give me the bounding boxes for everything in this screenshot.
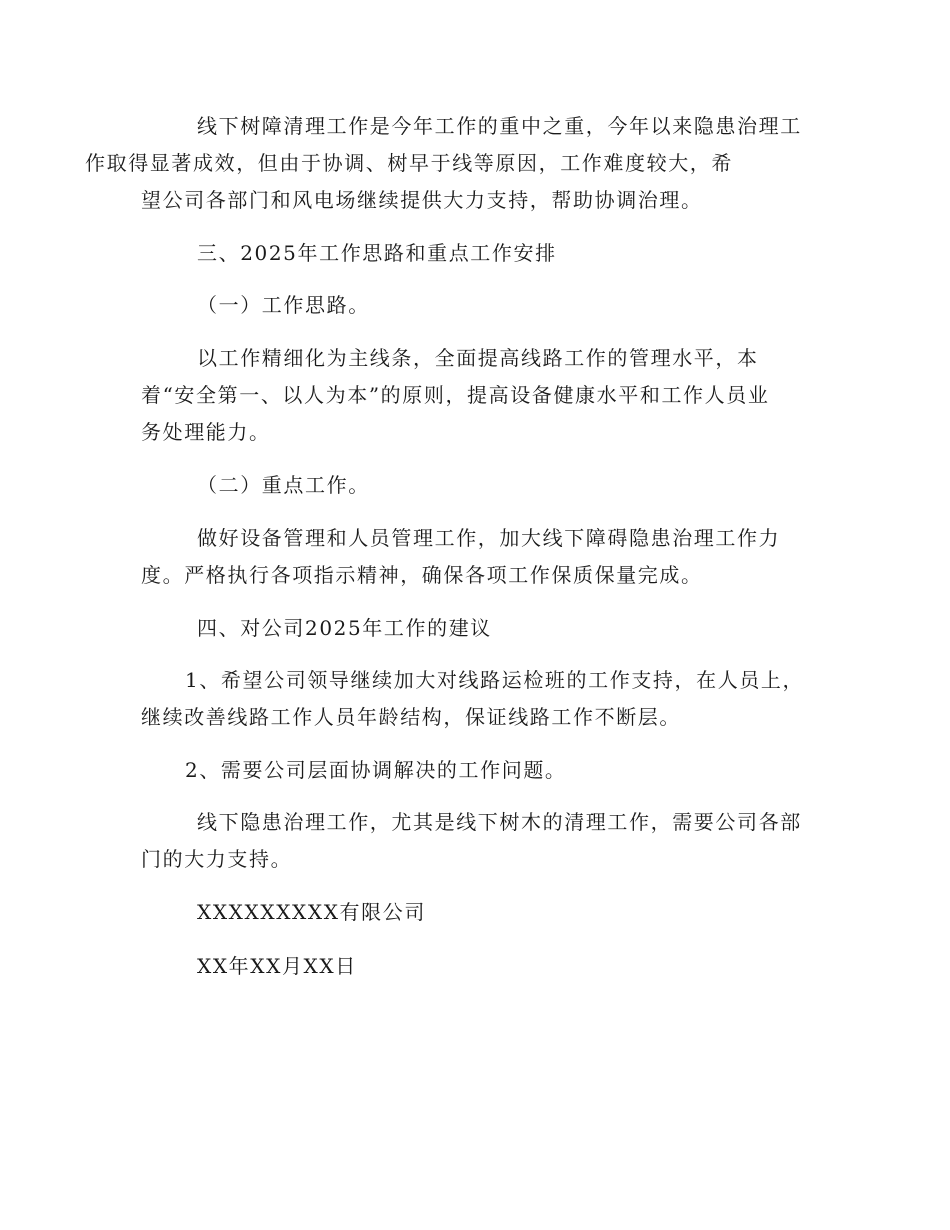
paragraph-line: 望公司各部门和风电场继续提供大力支持，帮助协调治理。 (141, 188, 703, 212)
document-date (141, 948, 809, 985)
paragraph-tree-clearing (85, 108, 809, 219)
paragraph-key-work (141, 520, 809, 594)
heading-text: 四、对公司2025年工作的建议 (197, 616, 492, 640)
paragraph-line: 着“安全第一、以人为本”的原则，提高设备健康水平和工作人员业 (141, 383, 770, 407)
paragraph-line: 线下隐患治理工作，尤其是线下树木的清理工作，需要公司各部 (197, 810, 802, 834)
paragraph-line: 作取得显著成效，但由于协调、树早于线等原因，工作难度较大，希 (85, 151, 733, 175)
subheading-key-work (141, 467, 809, 504)
paragraph-hazard-treatment (141, 804, 809, 878)
company-name: XXXXXXXXX有限公司 (197, 900, 426, 924)
paragraph-line: 2、需要公司层面协调解决的工作问题。 (185, 758, 567, 782)
paragraph-line: 继续改善线路工作人员年龄结构，保证线路工作不断层。 (141, 705, 681, 729)
paragraph-line: 1、希望公司领导继续加大对线路运检班的工作支持，在人员上， (185, 668, 805, 692)
paragraph-line: 线下树障清理工作是今年工作的重中之重，今年以来隐患治理工 (197, 114, 802, 138)
section-heading-3 (141, 235, 809, 272)
suggestion-item-1 (141, 662, 809, 736)
paragraph-work-approach (141, 340, 809, 451)
company-signature (141, 894, 809, 931)
date-text: XX年XX月XX日 (197, 954, 357, 978)
paragraph-line: 度。严格执行各项指示精神，确保各项工作保质保量完成。 (141, 563, 703, 587)
suggestion-item-2 (141, 752, 809, 789)
paragraph-line: 务处理能力。 (141, 420, 271, 444)
subheading-work-approach (141, 287, 809, 324)
heading-text: （一）工作思路。 (197, 293, 370, 317)
section-heading-4 (141, 610, 809, 647)
paragraph-line: 以工作精细化为主线条，全面提高线路工作的管理水平，本 (197, 346, 759, 370)
paragraph-line: 门的大力支持。 (141, 847, 293, 871)
heading-text: （二）重点工作。 (197, 473, 370, 497)
heading-text: 三、2025年工作思路和重点工作安排 (197, 241, 557, 265)
paragraph-line: 做好设备管理和人员管理工作，加大线下障碍隐患治理工作力 (197, 526, 781, 550)
